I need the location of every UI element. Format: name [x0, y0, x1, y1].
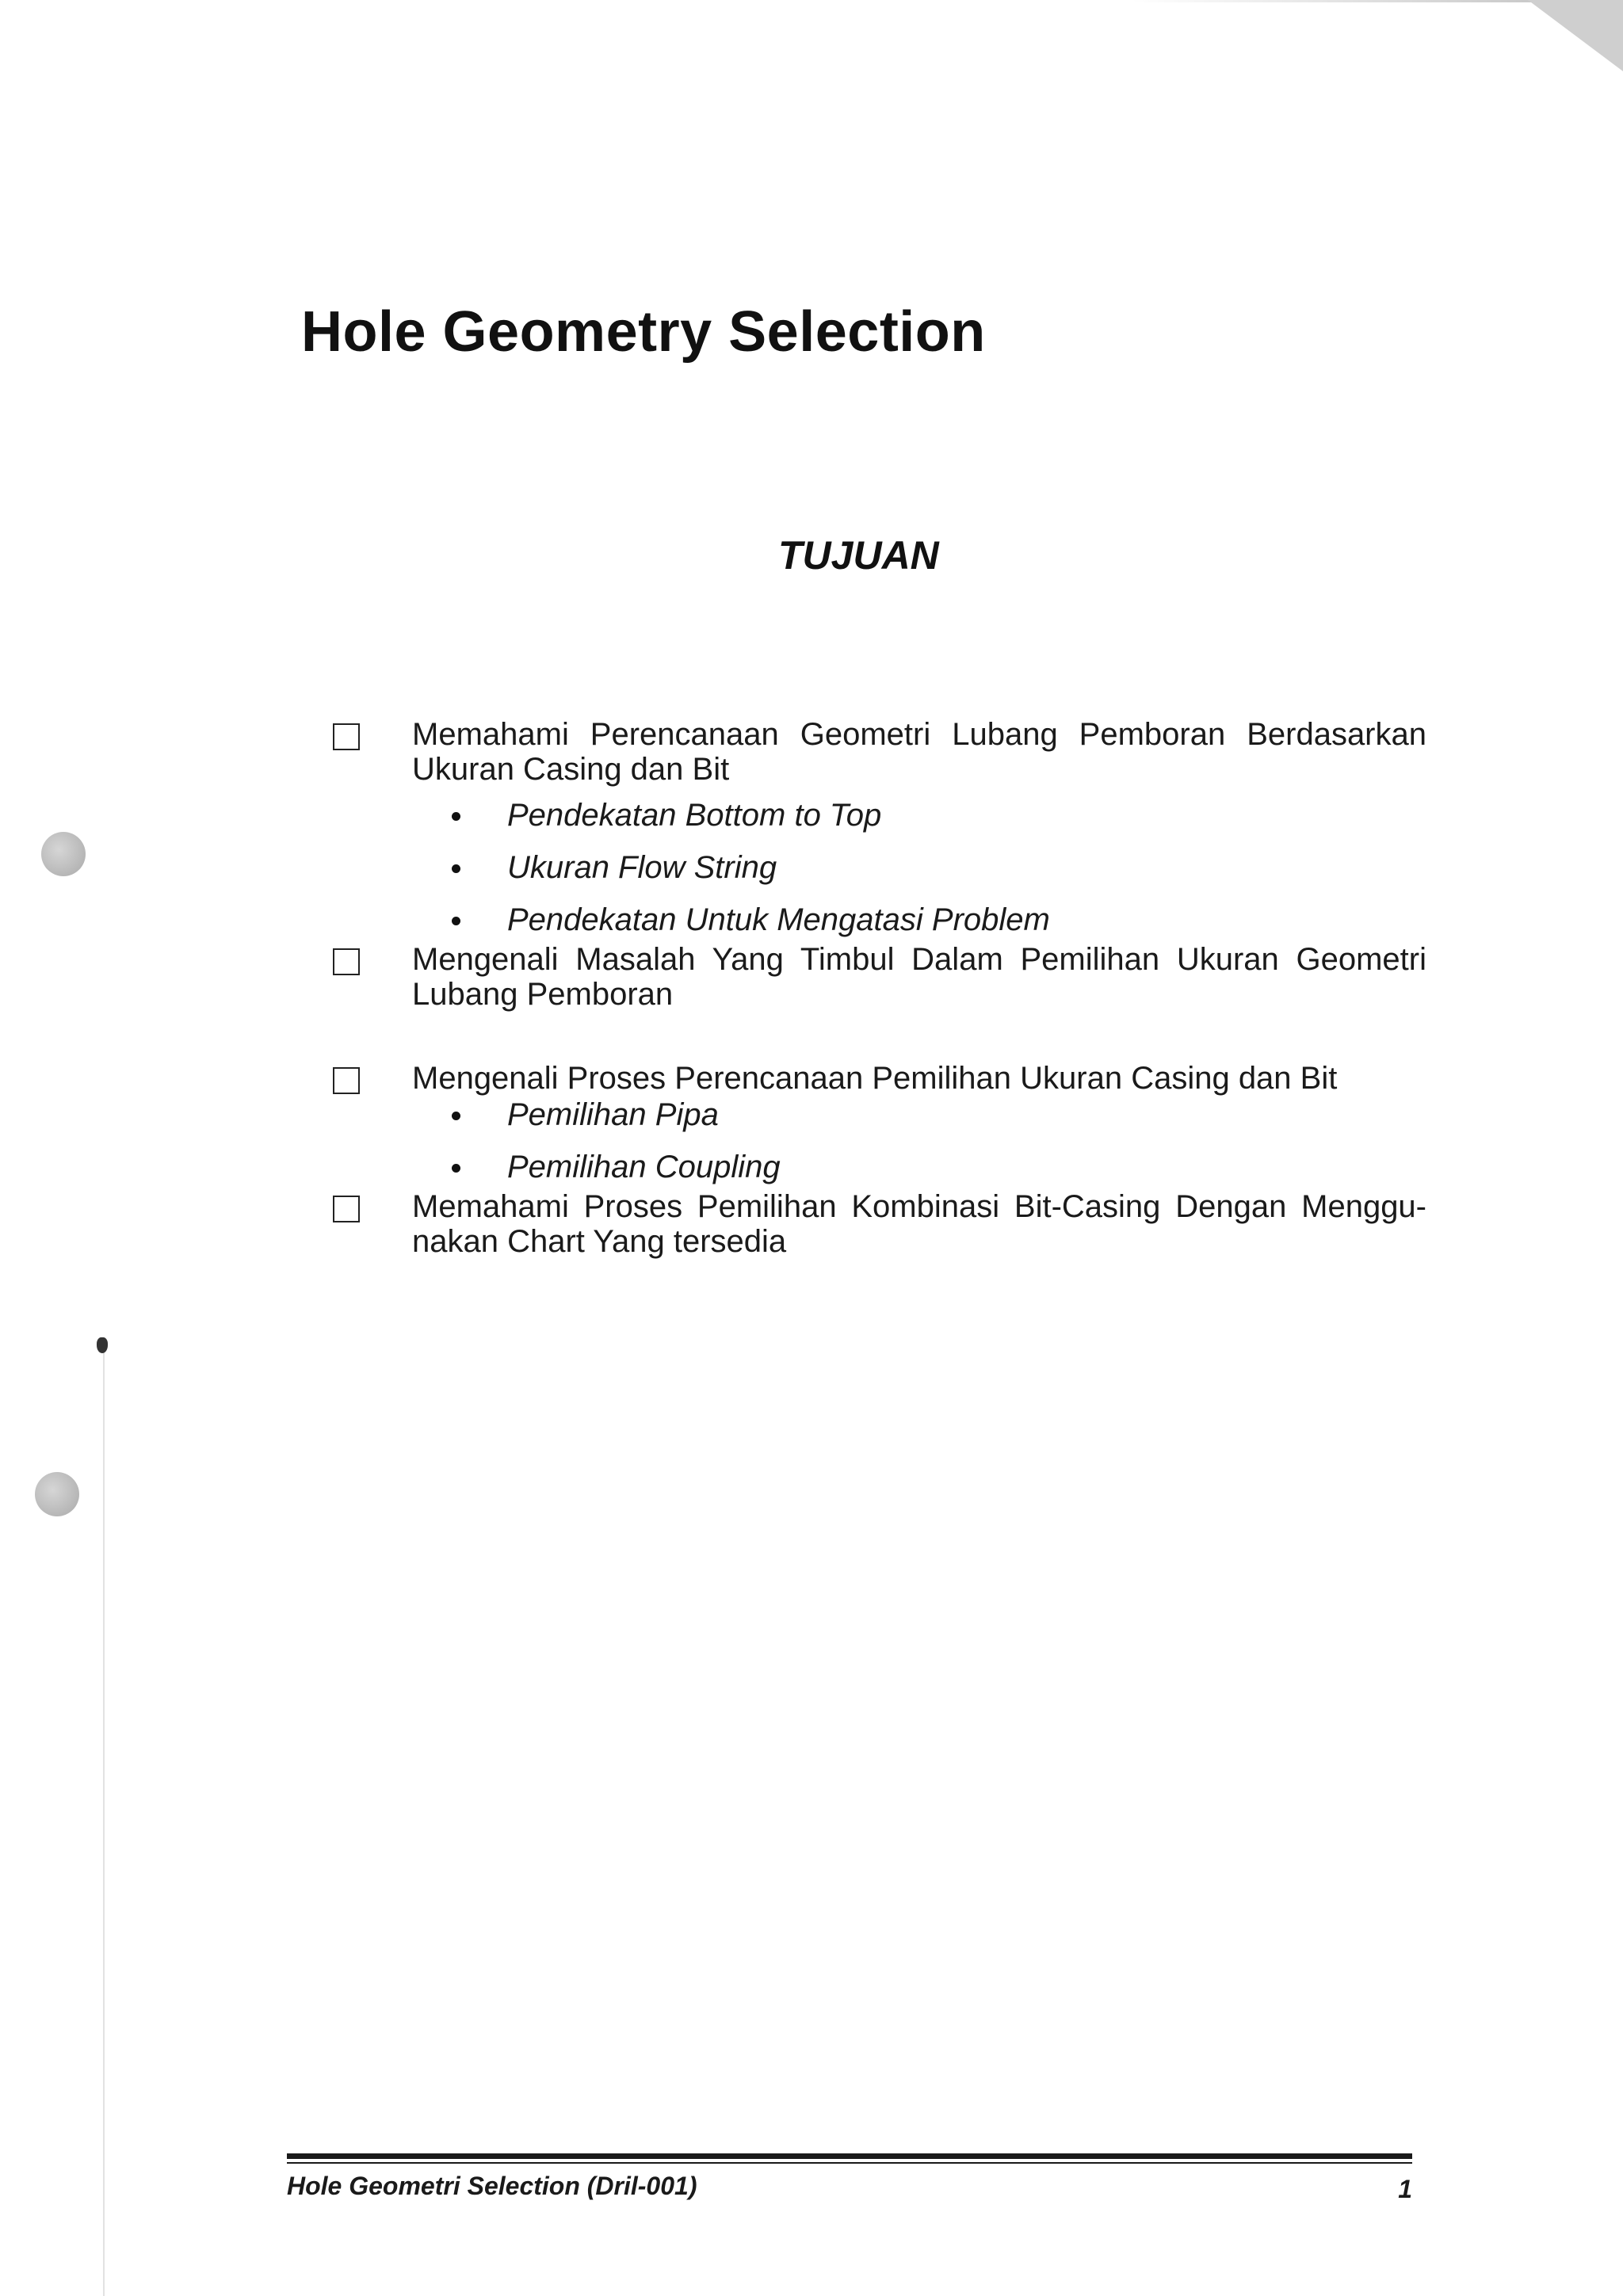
- objective-sub-list: [412, 1096, 1426, 1189]
- footer-rule: [287, 2162, 1412, 2164]
- bullet-icon: [452, 917, 460, 925]
- sub-item-text: Ukuran Flow String: [507, 850, 777, 885]
- sub-item: [412, 849, 1426, 901]
- checkbox-icon: [333, 1067, 360, 1094]
- objective-item-3: [333, 1061, 1426, 1189]
- sub-item: [412, 1096, 1426, 1148]
- checkbox-icon: [333, 1196, 360, 1222]
- sub-item: [412, 1148, 1426, 1189]
- sub-item-text: Pendekatan Untuk Mengatasi Problem: [507, 902, 1050, 937]
- sub-item-text: Pemilihan Coupling: [507, 1150, 781, 1184]
- scan-corner-fold: [1528, 0, 1623, 71]
- objective-text: Mengenali Proses Perencanaan Pemilihan Ukuran Casing dan Bit: [412, 1061, 1338, 1096]
- objective-sub-list: [412, 796, 1426, 942]
- objectives-list: [333, 717, 1426, 1259]
- footer-rule: [287, 2153, 1412, 2159]
- punch-hole-upper: [41, 832, 86, 876]
- sub-item: [412, 901, 1426, 942]
- bullet-icon: [452, 1164, 460, 1173]
- objective-text: Memahami Proses Pemilihan Kombinasi Bit-Casing Dengan Menggu-nakan Chart Yang tersedia: [412, 1189, 1426, 1259]
- checkbox-icon: [333, 723, 360, 750]
- sub-item-text: Pendekatan Bottom to Top: [507, 798, 882, 833]
- page-title: Hole Geometry Selection: [301, 300, 986, 364]
- punch-hole-lower: [35, 1472, 79, 1516]
- bullet-icon: [452, 1112, 460, 1120]
- section-heading-tujuan: TUJUAN: [778, 533, 939, 578]
- page-footer: [287, 2153, 1412, 2210]
- objective-text: Mengenali Masalah Yang Timbul Dalam Pemilihan Ukuran Geometri Lubang Pemboran: [412, 942, 1426, 1012]
- page-number: 1: [1398, 2175, 1412, 2203]
- footer-row: [287, 2170, 1412, 2210]
- objective-item-1: [333, 717, 1426, 942]
- objective-text: Memahami Perencanaan Geometri Lubang Pemboran Berdasarkan Ukuran Casing dan Bit: [412, 717, 1426, 787]
- bullet-icon: [452, 864, 460, 873]
- sub-item: [412, 796, 1426, 849]
- footer-document-label: Hole Geometri Selection (Dril-001): [287, 2172, 697, 2200]
- binding-line: [103, 1347, 105, 2296]
- sub-item-text: Pemilihan Pipa: [507, 1097, 719, 1132]
- binding-mark: [97, 1337, 108, 1353]
- checkbox-icon: [333, 948, 360, 975]
- objective-item-4: [333, 1189, 1426, 1259]
- objective-item-2: [333, 942, 1426, 1012]
- bullet-icon: [452, 812, 460, 821]
